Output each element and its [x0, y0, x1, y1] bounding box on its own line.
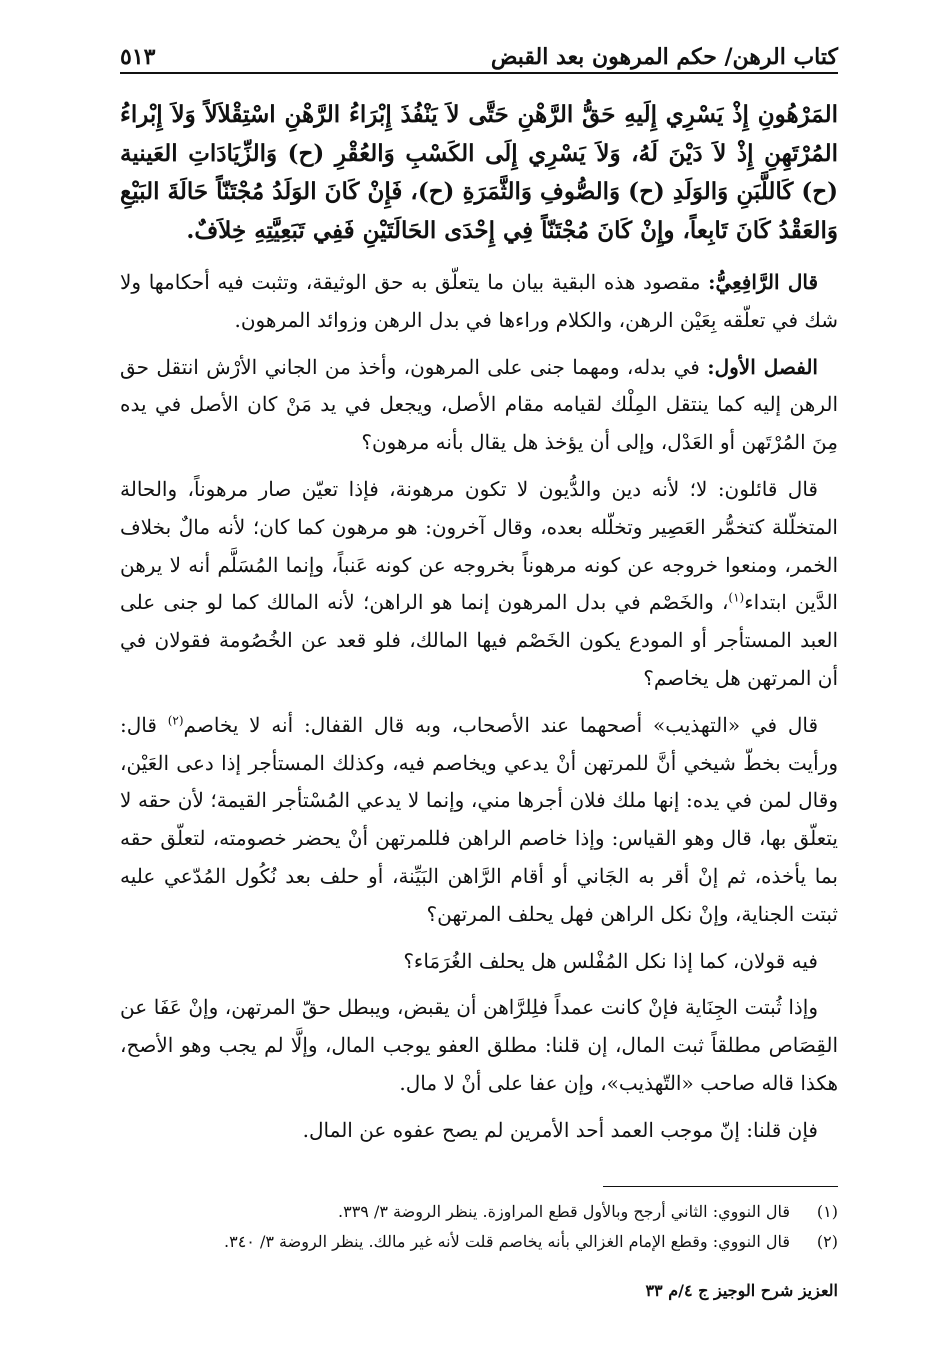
paragraph — [120, 349, 838, 462]
running-header — [120, 30, 838, 70]
paragraph-text: في بدله، ومهما جنى على المرهون، وأخذ من الجاني الأرْش انتقل حق الرهن إليه كما ينتقل المِلْك لقيامه مقام الأصل، ويجعل في يد مَنْ كان الأصل في يده مِنَ المُرْتَهن أو العَدْل، وإلى أن يؤخذ هل يقال بأنه مرهون؟ — [120, 354, 838, 455]
page-number: ٥١٣ — [120, 44, 156, 70]
footnote — [120, 1227, 838, 1257]
paragraph-text-cont: قال: ورأيت بخطّ شيخي أنَّ للمرتهن أنْ يدعي ويخاصم فيه، وكذلك المستأجر إذا دعى العَيْن، وقال لمن في يده: إنها ملك فلان أجرها مني، وإنما لا يدعي المُسْتأجر القيمة؛ لأن حقه لا يتعلّق بها، قال وهو القياس: وإذا خاصم الراهن فللمرتهن أنْ يحضر خصومته، لتعلّق حقه بما يأخذه، ثم إنْ أقر به الجَاني أو أقام الرَّاهن البَيِّنة، أو حلف بعد نُكُول المُدّعي عليه ثبتت الجناية، وإنْ نكل الراهن فهل يحلف المرتهن؟ — [120, 712, 838, 926]
paragraph-text: قال قائلون: لا؛ لأنه دين والدُّيون لا تكون مرهونة، فإذا تعيّن صار مرهوناً، والحالة المتخلّلة كتخمُّر العَصِير وتخلّله بعده، وقال آخرون: هو مرهون كما كان؛ لأنه مالٌ بخلاف الخمر، ومنعوا خروجه عن كونه مرهوناً بخروجه عن كونه عَنباً، وإنما المُسَلَّم أنه لا يرهن الدَّين ابتداء — [120, 476, 838, 615]
page-footer: العزيز شرح الوجيز ج ٤/م ٣٣ — [645, 1280, 838, 1300]
footnote — [120, 1197, 838, 1227]
footnote-ref[interactable]: (١) — [728, 590, 745, 605]
paragraph-text: مقصود هذه البقية بيان ما يتعلّق به حق الوثيقة، وتثبت فيه أحكامها ولا شك في تعلّقه بِعَيْن الرهن، والكلام وراءها في بدل الرهن وزوائد المرهون. — [120, 270, 838, 332]
paragraph-text-cont: ، والخَصْم في بدل المرهون إنما هو الراهن؛ لأنه المالك كما لو جنى على العبد المستأجر أو المودع يكون الخَصْم فيها المالك، فلو قعد عن الخُصُومة فقولان في أن المرتهن هل يخاصم؟ — [120, 590, 838, 690]
paragraph — [120, 943, 838, 981]
matn-text: المَرْهُونِ إِذْ يَسْرِي إِلَيهِ حَقُّ الرَّهْنِ حَتَّى لاَ يَنْفُذَ إِبْرَاءُ الرَّهْنِ اسْتِقْلاَلاً وَلاَ إِبْراءُ المُرْتَهِنِ إِذْ لاَ دَيْنَ لَهُ، وَلاَ يَسْرِي إِلَى الكَسْبِ وَالعُقْرِ (ح) وَالزِّيَادَاتِ العَينية (ح) كَاللَّبَنِ وَالوَلَدِ (ح) وَالصُّوفِ وَالثَّمَرَةِ (ح)، فَإِنْ كَانَ الوَلَدُ مُجْتَنّاً حَالَةَ البَيْعِ وَالعَقْدُ كَانَ تَابِعاً، وإِنْ كَانَ مُجْتَنّاً فِي إِحْدَى الحَالَتَيْنِ فَفِي تَبَعِيَّتِهِ خِلاَفٌ. — [120, 101, 838, 244]
paragraph-lead: الفصل الأول: — [707, 354, 818, 379]
footnote-ref[interactable]: (٢) — [167, 713, 184, 728]
paragraph — [120, 1112, 838, 1150]
footnote-number: (١) — [816, 1201, 838, 1221]
header-rule — [120, 72, 838, 74]
paragraph — [120, 471, 838, 698]
paragraph-lead: قال الرَّافِعِيُّ: — [708, 270, 819, 294]
footnote-separator — [603, 1186, 838, 1187]
footnote-text: قال النووي: الثاني أرجح وبالأول قطع المراوزة. ينظر الروضة ٣/ ٣٣٩. — [338, 1201, 790, 1221]
paragraph-text: فإن قلنا: إنّ موجب العمد أحد الأمرين لم يصح عفوه عن المال. — [302, 1117, 818, 1142]
paragraph-text: فيه قولان، كما إذا نكل المُفْلس هل يحلف الغُرَمَاء؟ — [403, 948, 818, 973]
paragraph-text: قال في «التهذيب» أصحهما عند الأصحاب، وبه قال القفال: أنه لا يخاصم — [183, 712, 819, 737]
paragraph — [120, 264, 838, 340]
paragraph — [120, 989, 838, 1102]
header-title: كتاب الرهن/ حكم المرهون بعد القبض — [490, 44, 838, 70]
footnote-text: قال النووي: وقطع الإمام الغزالي بأنه يخاصم قلت لأنه غير مالك. ينظر الروضة ٣/ ٣٤٠. — [224, 1231, 790, 1251]
paragraph — [120, 707, 838, 934]
paragraph-text: وإذا ثُبتت الجِنَاية فإنْ كانت عمداً فلِلرَّاهن أن يقبض، ويبطل حقّ المرتهن، وإنْ عَفَا عن القِصَاص مطلقاً ثبت المال، إن قلنا: مطلق العفو يوجب المال، وإلَّا لم يجب وهو الأصح، هكذا قاله صاحب «التّهذيب»، وإن عفا على أنْ لا مال. — [120, 995, 839, 1095]
footnote-number: (٢) — [816, 1231, 838, 1251]
